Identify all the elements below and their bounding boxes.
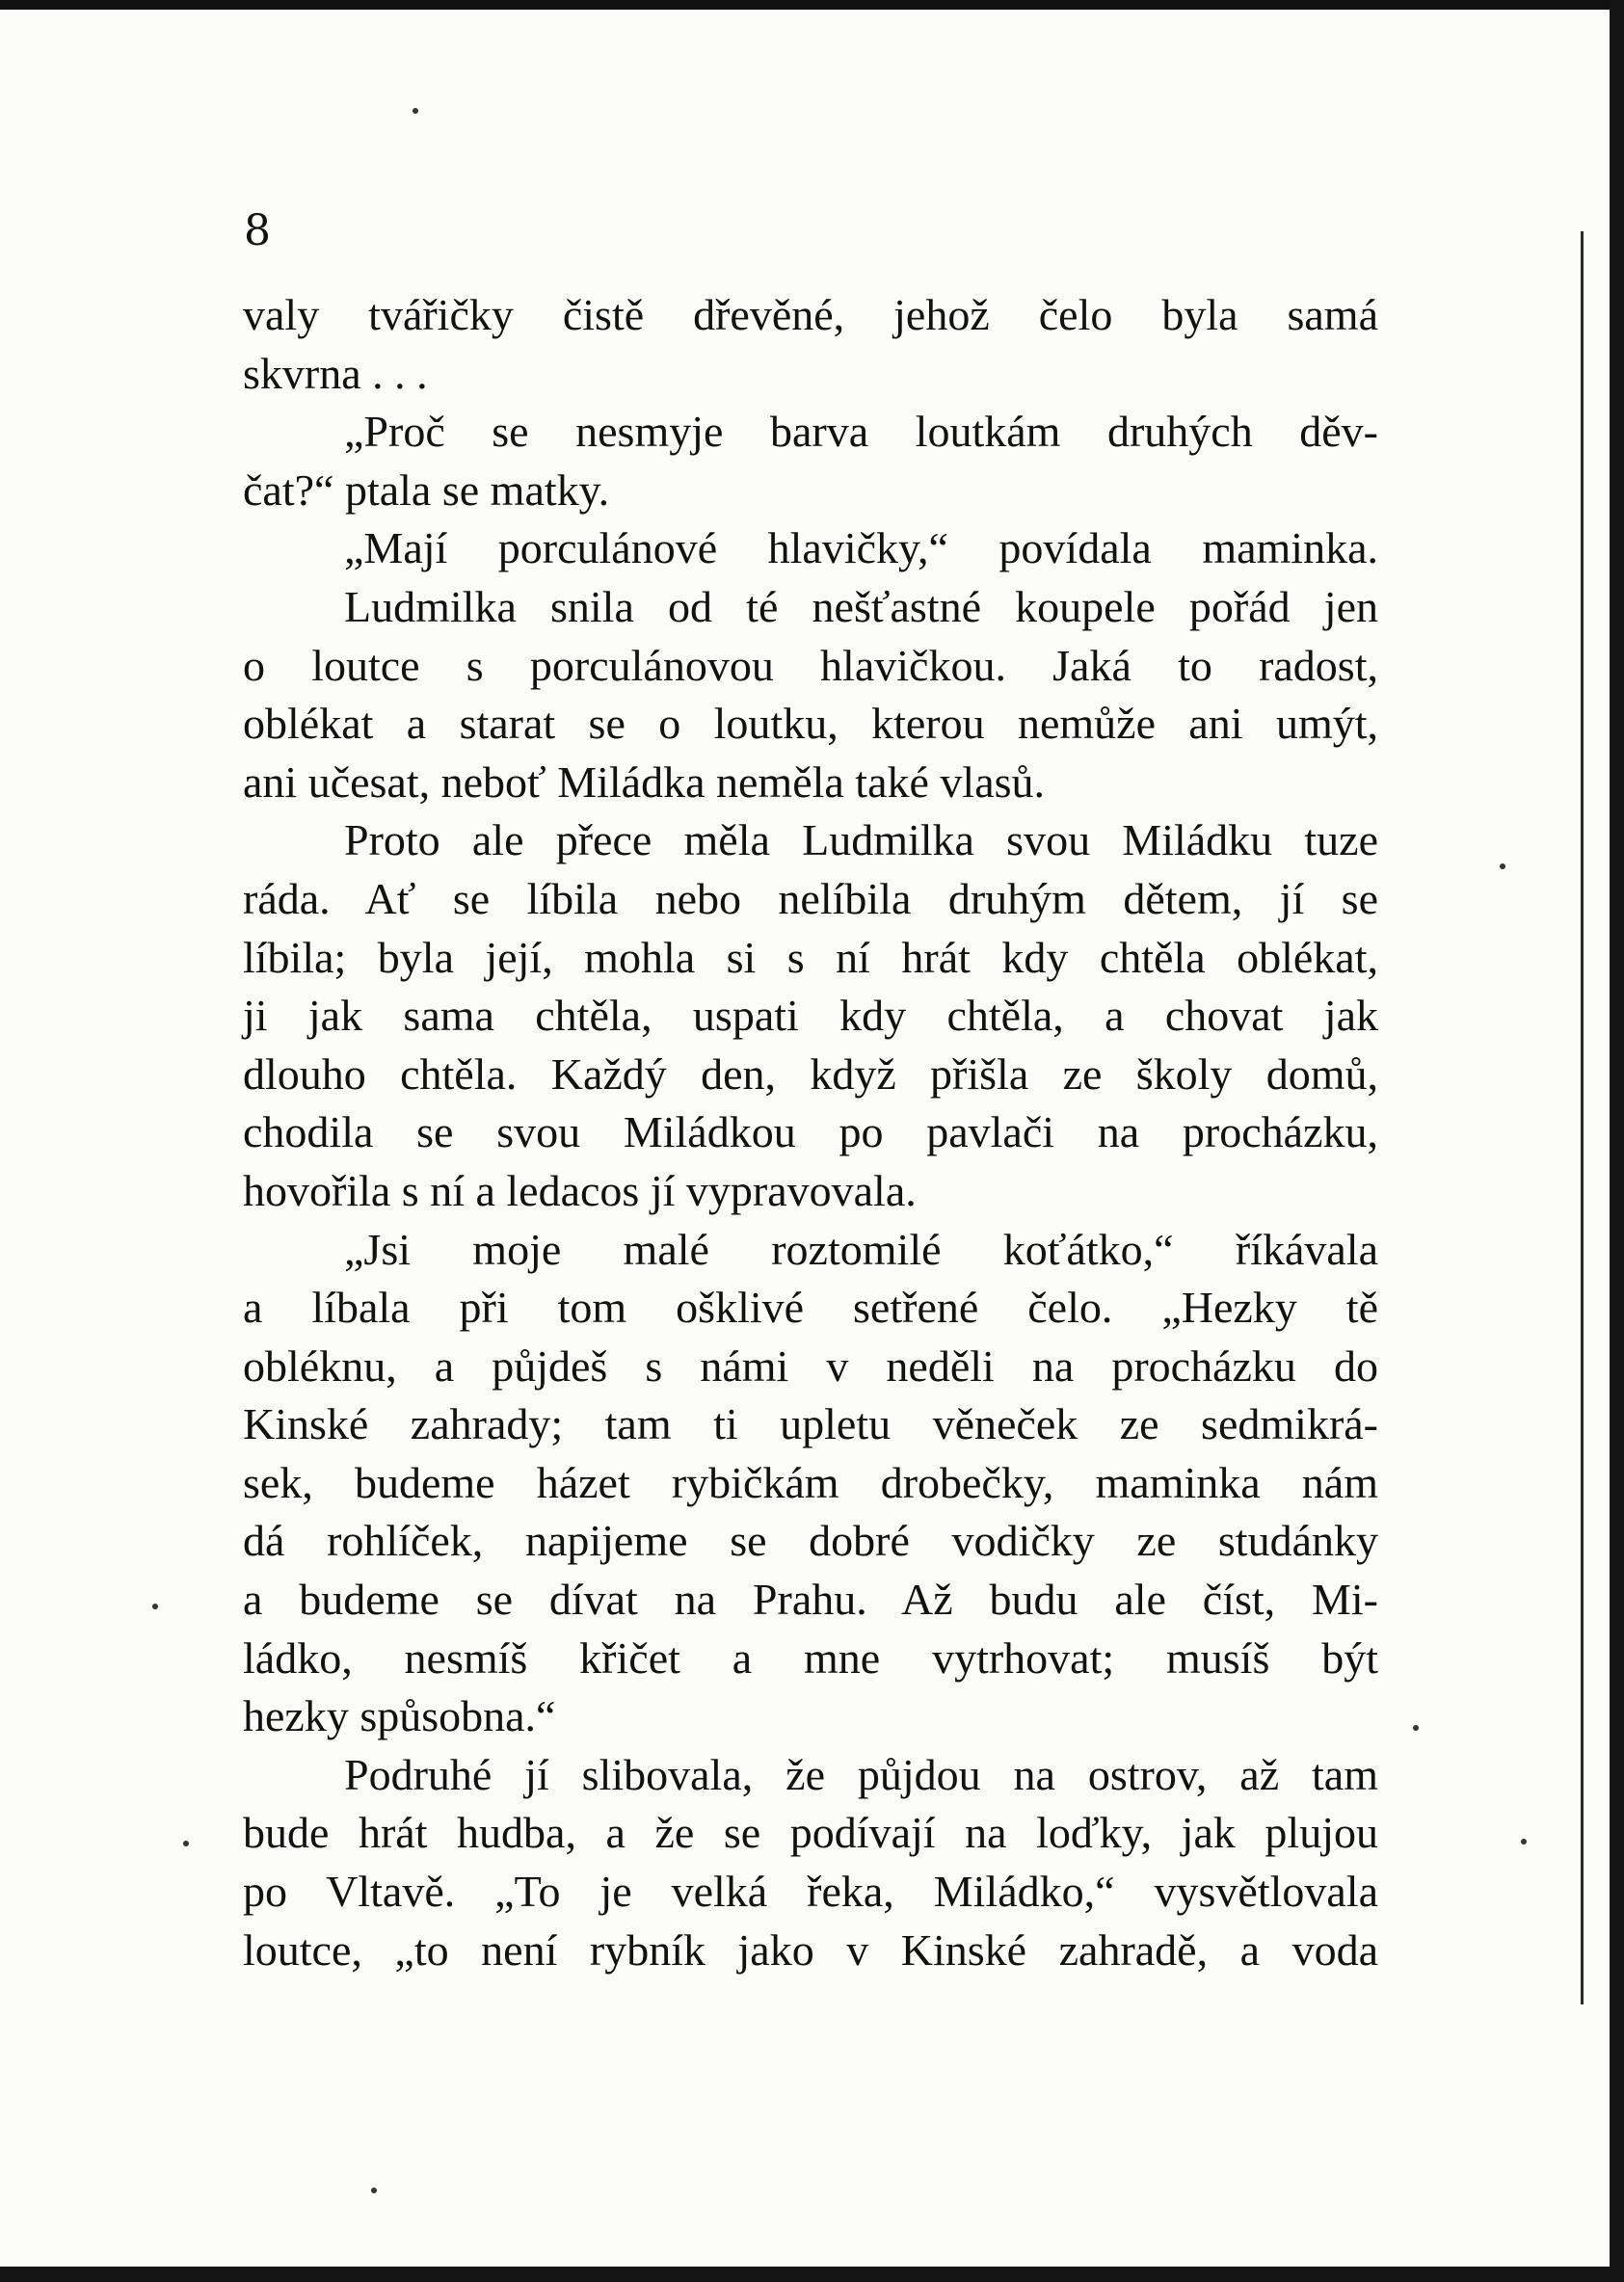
text-line: „Mají porculánové hlavičky,“ povídala maminka. bbox=[344, 523, 1378, 573]
scan-border-top bbox=[0, 0, 1624, 10]
scan-speck bbox=[371, 2188, 377, 2193]
scan-speck bbox=[1521, 1839, 1527, 1844]
page-edge-line bbox=[1581, 231, 1584, 2004]
text-line: bude hrát hudba, a že se podívají na loďky, jak plujou bbox=[243, 1808, 1378, 1858]
text-line: chodila se svou Miládkou po pavlači na procházku, bbox=[243, 1107, 1378, 1157]
text-line: Podruhé jí slibovala, že půjdou na ostrov, až tam bbox=[344, 1749, 1378, 1799]
text-line: Ludmilka snila od té nešťastné koupele pořád jen bbox=[344, 581, 1378, 631]
page-number: 8 bbox=[244, 206, 271, 255]
text-line: čat?“ ptala se matky. bbox=[243, 464, 610, 515]
text-line: ji jak sama chtěla, uspati kdy chtěla, a chovat jak bbox=[243, 991, 1378, 1041]
text-line: obléknu, a půjdeš s námi v neděli na procházku do bbox=[243, 1340, 1378, 1391]
text-line: hezky spůsobna.“ bbox=[243, 1691, 556, 1741]
text-line: líbila; byla její, mohla si s ní hrát kdy chtěla oblékat, bbox=[243, 932, 1378, 982]
text-line: o loutce s porculánovou hlavičkou. Jaká to radost, bbox=[243, 640, 1378, 690]
text-line: loutce, „to není rybník jako v Kinské zahradě, a voda bbox=[243, 1924, 1378, 1975]
text-line: „Proč se nesmyje barva loutkám druhých děv- bbox=[344, 407, 1378, 457]
text-line: po Vltavě. „To je velká řeka, Miládko,“ vysvětlovala bbox=[243, 1867, 1378, 1917]
scan-speck bbox=[152, 1604, 158, 1609]
scan-speck bbox=[413, 108, 418, 114]
scan-speck bbox=[183, 1841, 189, 1846]
scan-border-right bbox=[1610, 0, 1624, 2282]
text-line: ani učesat, neboť Miládka neměla také vlasů. bbox=[243, 756, 1046, 807]
scan-border-bottom bbox=[0, 2267, 1624, 2282]
text-line: a líbala při tom ošklivé setřené čelo. „Hezky tě bbox=[243, 1283, 1378, 1333]
scan-speck bbox=[1413, 1725, 1419, 1731]
scan-speck bbox=[1500, 863, 1505, 869]
text-line: sek, budeme házet rybičkám drobečky, maminka nám bbox=[243, 1457, 1378, 1507]
text-line: skvrna . . . bbox=[243, 348, 428, 398]
text-line: oblékat a starat se o loutku, kterou nemůže ani umýt, bbox=[243, 699, 1378, 749]
text-line: „Jsi moje malé roztomilé koťátko,“ říkávala bbox=[344, 1224, 1378, 1274]
text-line: hovořila s ní a ledacos jí vypravovala. bbox=[243, 1165, 917, 1215]
body-text bbox=[243, 286, 1378, 1979]
text-line: Kinské zahrady; tam ti upletu věneček ze sedmikrá- bbox=[243, 1399, 1378, 1449]
text-line: a budeme se dívat na Prahu. Až budu ale číst, Mi- bbox=[243, 1575, 1378, 1625]
text-line: dá rohlíček, napijeme se dobré vodičky ze studánky bbox=[243, 1516, 1378, 1566]
text-line: ráda. Ať se líbila nebo nelíbila druhým dětem, jí se bbox=[243, 873, 1378, 923]
text-line: Proto ale přece měla Ludmilka svou Miládku tuze bbox=[344, 815, 1378, 865]
text-line: ládko, nesmíš křičet a mne vytrhovat; musíš být bbox=[243, 1632, 1378, 1683]
text-line: valy tvářičky čistě dřevěné, jehož čelo byla samá bbox=[243, 290, 1378, 339]
text-line: dlouho chtěla. Každý den, když přišla ze školy domů, bbox=[243, 1048, 1378, 1099]
